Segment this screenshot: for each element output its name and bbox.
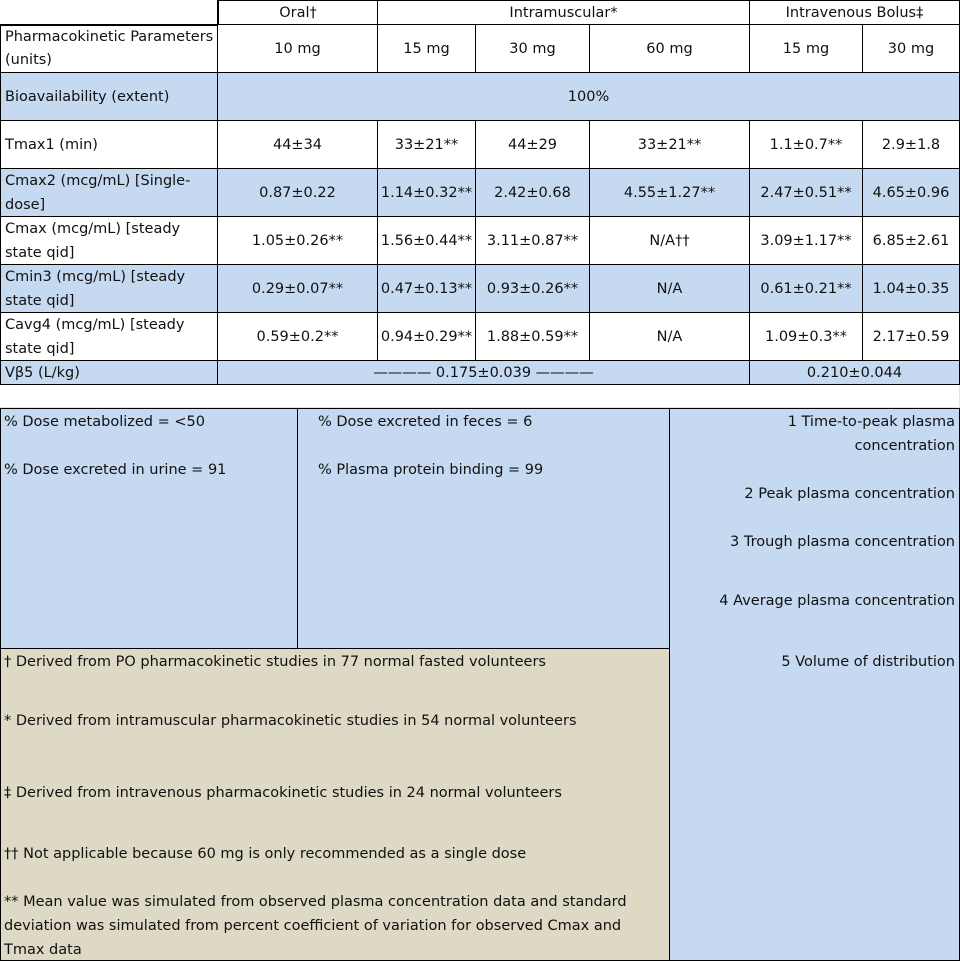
table-cell: 33±21** xyxy=(378,121,476,169)
table-cell: 1.88±0.59** xyxy=(476,313,590,361)
table-cell: 6.85±2.61 xyxy=(863,217,960,265)
table-cell: 1.09±0.3** xyxy=(750,313,863,361)
dose-feces: % Dose excreted in feces = 6 xyxy=(318,414,533,430)
table-cell: 0.87±0.22 xyxy=(218,169,378,217)
definition-1: 1 Time-to-peak plasma concentration xyxy=(787,414,955,454)
definition-4: 4 Average plasma concentration xyxy=(719,593,955,609)
table-cell: 1.1±0.7** xyxy=(750,121,863,169)
dose-header: 10 mg xyxy=(218,25,378,73)
table-cell: 3.11±0.87** xyxy=(476,217,590,265)
dose-header: 30 mg xyxy=(863,25,960,73)
dose-mid-panel xyxy=(298,408,670,649)
footnote-asterisk: * Derived from intramuscular pharmacokinetic studies in 54 normal volunteers xyxy=(4,713,577,729)
table-cell: 3.09±1.17** xyxy=(750,217,863,265)
table-cell: 0.93±0.26** xyxy=(476,265,590,313)
table-cell: 44±29 xyxy=(476,121,590,169)
table-cell: 4.65±0.96 xyxy=(863,169,960,217)
row-label: Cmax (mcg/mL) [steady state qid] xyxy=(0,217,218,265)
table-cell: 0.94±0.29** xyxy=(378,313,476,361)
table-cell: 33±21** xyxy=(590,121,750,169)
table-cell: 0.59±0.2** xyxy=(218,313,378,361)
table-cell: N/A xyxy=(590,265,750,313)
definition-5: 5 Volume of distribution xyxy=(781,654,955,670)
footnote-double-asterisk: ** Mean value was simulated from observed plasma concentration data and standard deviation was simulated from percent coefficient of variation for observed Cmax and Tmax data xyxy=(4,894,627,958)
dose-header: 60 mg xyxy=(590,25,750,73)
definition-3: 3 Trough plasma concentration xyxy=(730,534,955,550)
dose-metabolized: % Dose metabolized = <50 xyxy=(4,414,205,430)
group-header-iv: Intravenous Bolus‡ xyxy=(750,0,960,25)
definition-2: 2 Peak plasma concentration xyxy=(744,486,955,502)
group-header-intramuscular: Intramuscular* xyxy=(378,0,750,25)
table-cell: 44±34 xyxy=(218,121,378,169)
row-label: Vβ5 (L/kg) xyxy=(0,361,218,385)
pk-table xyxy=(0,0,960,385)
vb-iv-value: 0.210±0.044 xyxy=(750,361,960,385)
bioavailability-label: Bioavailability (extent) xyxy=(0,73,218,121)
table-cell: 0.47±0.13** xyxy=(378,265,476,313)
protein-binding: % Plasma protein binding = 99 xyxy=(318,462,544,478)
table-cell: 2.17±0.59 xyxy=(863,313,960,361)
row-label: Cmax2 (mcg/mL) [Single-dose] xyxy=(0,169,218,217)
footnote-double-dagger-2: †† Not applicable because 60 mg is only recommended as a single dose xyxy=(4,846,527,862)
table-cell: 0.61±0.21** xyxy=(750,265,863,313)
table-cell: 1.56±0.44** xyxy=(378,217,476,265)
dose-urine: % Dose excreted in urine = 91 xyxy=(4,462,227,478)
table-cell: 2.47±0.51** xyxy=(750,169,863,217)
bioavailability-value: 100% xyxy=(218,73,960,121)
table-cell: 2.42±0.68 xyxy=(476,169,590,217)
table-cell: 1.14±0.32** xyxy=(378,169,476,217)
footnote-double-dagger: ‡ Derived from intravenous pharmacokinetic studies in 24 normal volunteers xyxy=(4,785,562,801)
table-cell: N/A xyxy=(590,313,750,361)
dose-header: 30 mg xyxy=(476,25,590,73)
header-blank xyxy=(0,0,218,25)
table-cell: 2.9±1.8 xyxy=(863,121,960,169)
footnote-dagger: † Derived from PO pharmacokinetic studies in 77 normal fasted volunteers xyxy=(4,654,546,670)
table-cell: 4.55±1.27** xyxy=(590,169,750,217)
table-cell: 0.29±0.07** xyxy=(218,265,378,313)
row-label: Cmin3 (mcg/mL) [steady state qid] xyxy=(0,265,218,313)
dose-header: 15 mg xyxy=(378,25,476,73)
group-header-oral: Oral† xyxy=(218,0,378,25)
table-cell: 1.04±0.35 xyxy=(863,265,960,313)
row-label: Cavg4 (mcg/mL) [steady state qid] xyxy=(0,313,218,361)
table-cell: 1.05±0.26** xyxy=(218,217,378,265)
row-label: Tmax1 (min) xyxy=(0,121,218,169)
dose-header: 15 mg xyxy=(750,25,863,73)
param-header: Pharmacokinetic Parameters (units) xyxy=(0,25,218,73)
spacer-row xyxy=(0,385,960,408)
vb-oral-im-value: ———— 0.175±0.039 ———— xyxy=(218,361,750,385)
dose-left-panel xyxy=(0,408,298,649)
table-cell: N/A†† xyxy=(590,217,750,265)
